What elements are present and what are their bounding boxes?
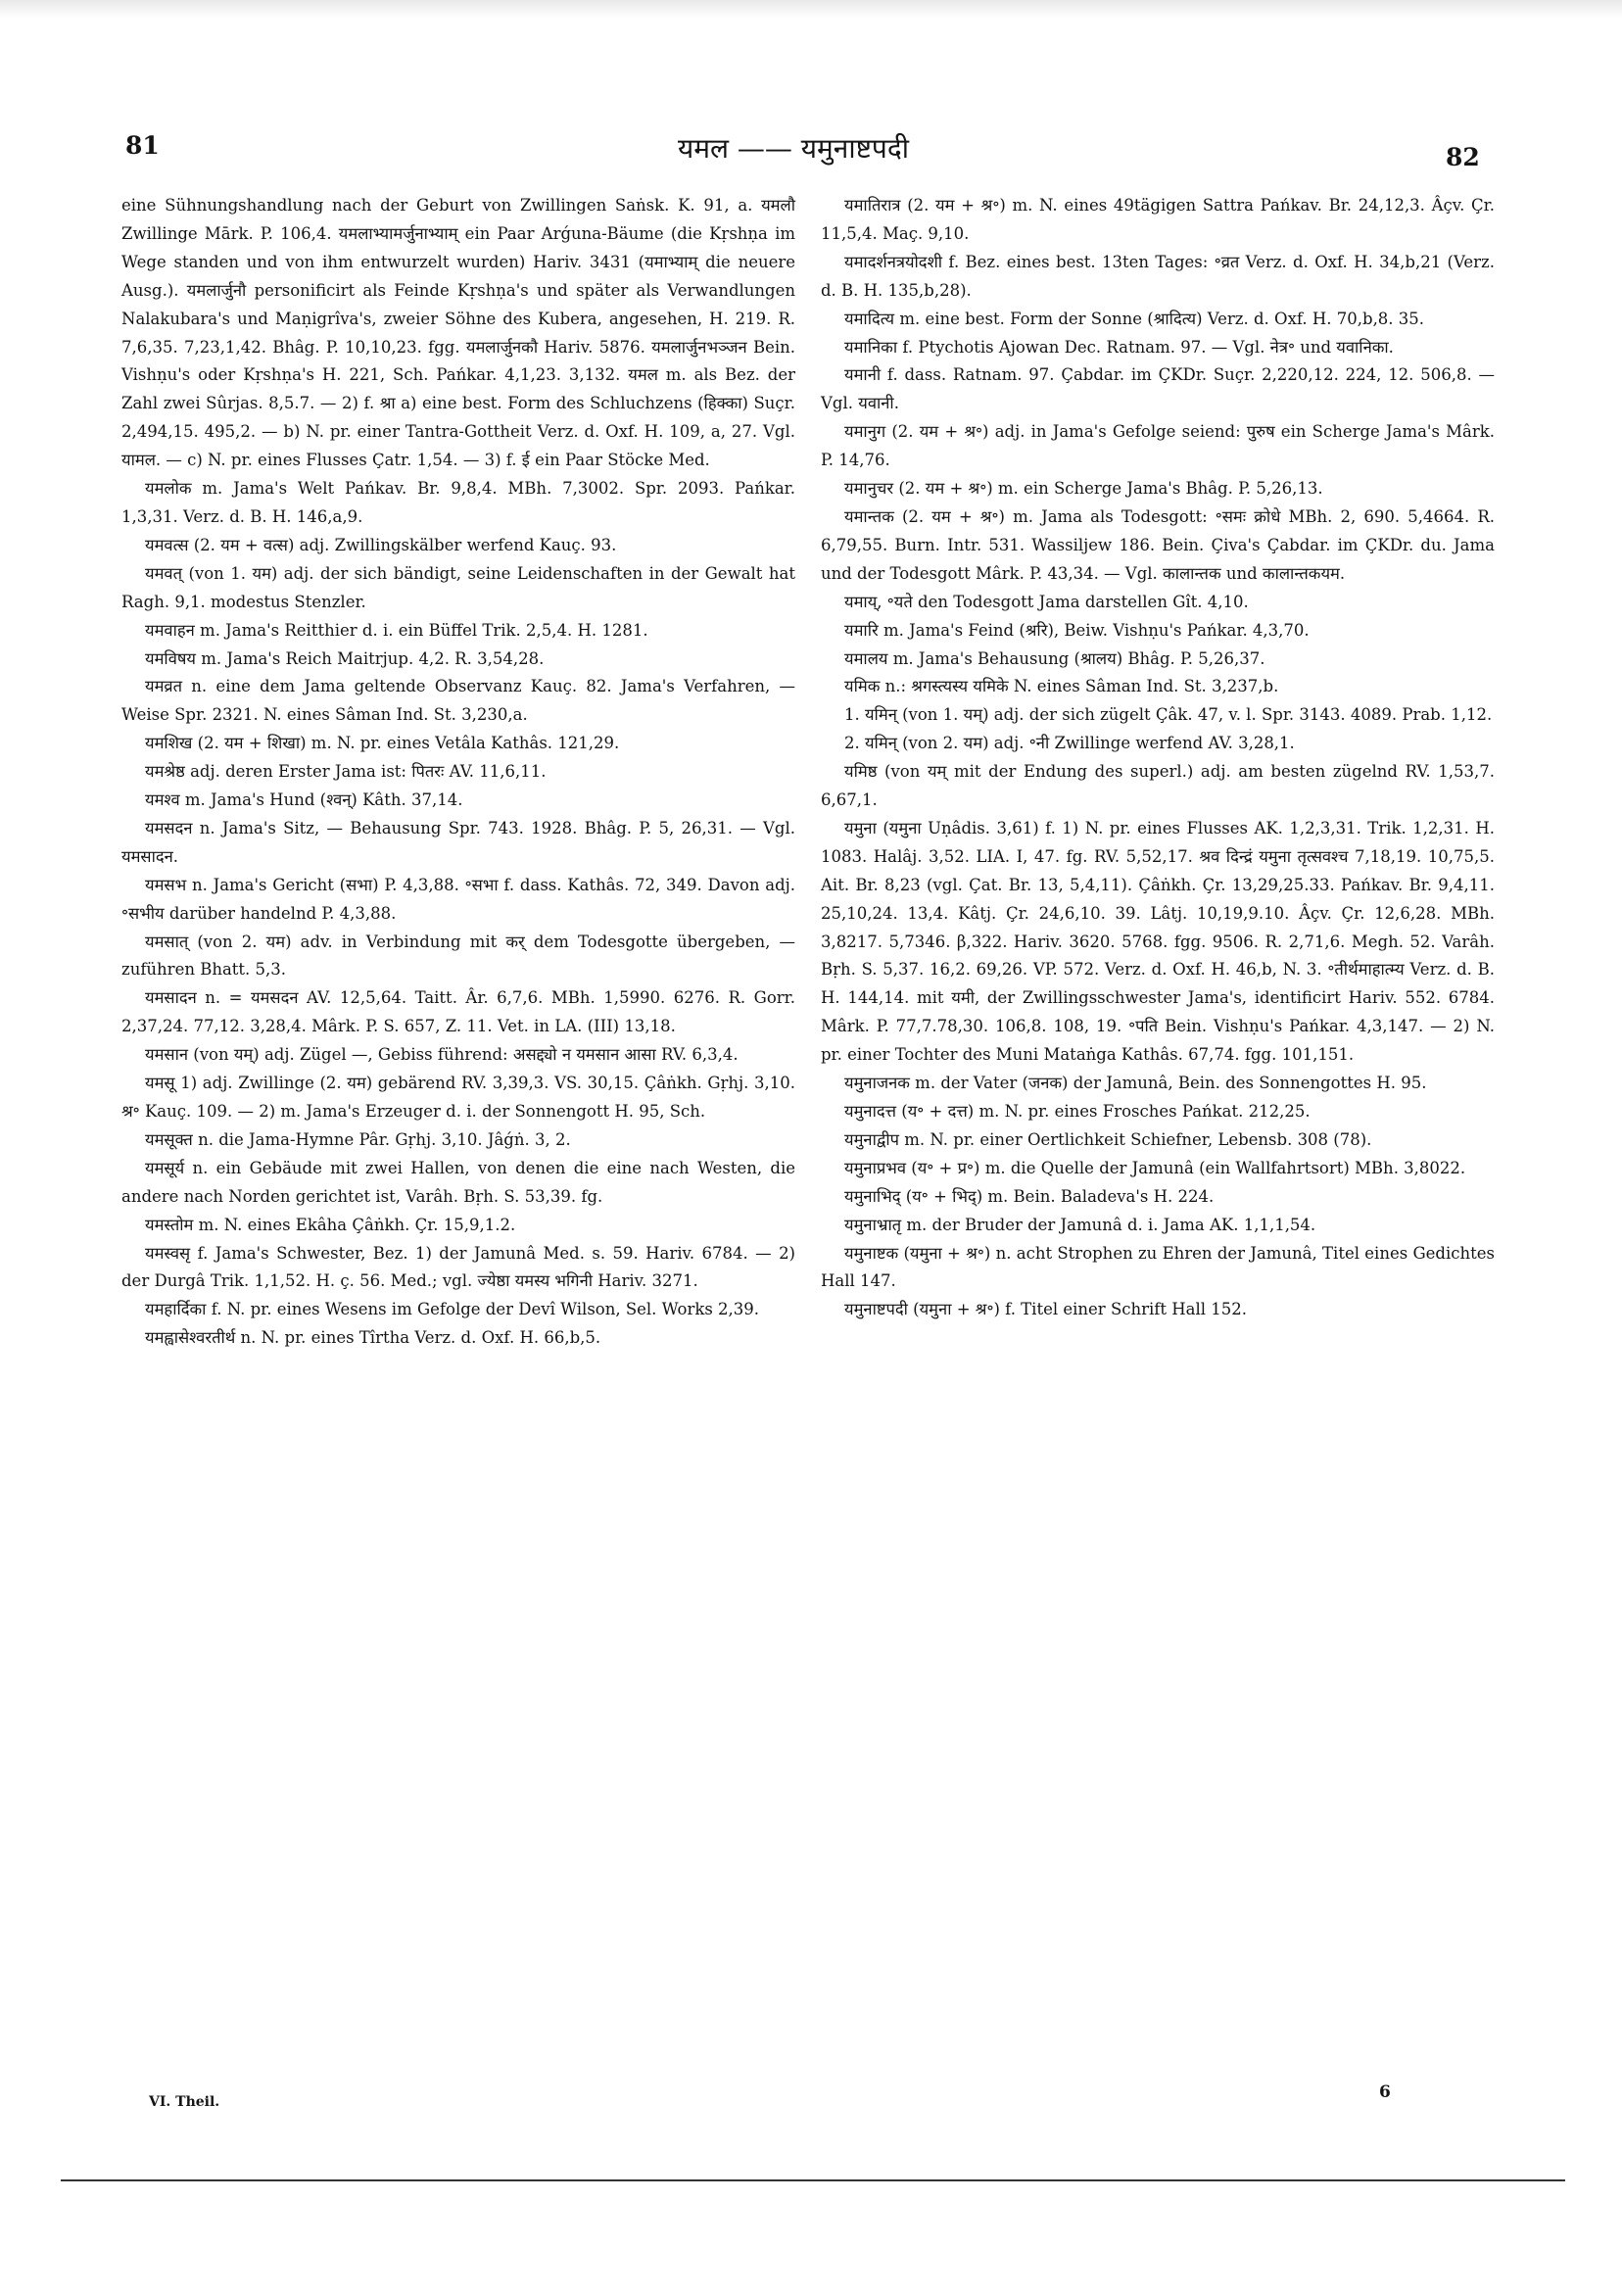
right-column (821, 192, 1495, 1324)
entry: यमसदन n. Jama's Sitz, — Behausung Spr. 743. 1928. Bhâg. P. 5, 26,31. — Vgl. यमसादन. (121, 818, 795, 866)
entry: यमवत्स (2. यम + वत्स) adj. Zwillingskälber werfend Kauç. 93. (145, 535, 617, 554)
entry: यमसादन n. = यमसदन AV. 12,5,64. Taitt. Âr. 6,7,6. MBh. 1,5990. 6276. R. Gorr. 2,37,24. 77,12. 3,28,4. Mârk. P. S. 657, Z. 11. Vet. in LA. (III) 13,18. (121, 988, 795, 1036)
entry: यमानुग (2. यम + श्र॰) adj. in Jama's Gefolge seiend: पुरुष ein Scherge Jama's Mârk. P. 14,76. (821, 422, 1495, 470)
entry: यमुनाष्टक (यमुना + श्र॰) n. acht Strophen zu Ehren der Jamunâ, Titel eines Gedichtes Hall 147. (821, 1243, 1495, 1291)
entry: यमस्तोम m. N. eines Ekâha Çâṅkh. Çr. 15,9,1.2. (145, 1215, 516, 1234)
entry: यमसूर्य n. ein Gebäude mit zwei Hallen, von denen die eine nach Westen, die andere nach Norden gerichtet ist, Varâh. Bṛh. S. 53,39. fg. (121, 1158, 795, 1206)
entry: यमानुचर (2. यम + श्र॰) m. ein Scherge Jama's Bhâg. P. 5,26,13. (844, 479, 1323, 499)
bottom-rule (61, 2179, 1565, 2181)
entry: यमुनाभ्रातृ m. der Bruder der Jamunâ d. i. Jama AK. 1,1,1,54. (844, 1215, 1316, 1234)
entry: यमारि m. Jama's Feind (श्ररि), Beiw. Vishṇu's Pańkar. 4,3,70. (844, 620, 1310, 640)
entry: यमानी f. dass. Ratnam. 97. Çabdar. im ÇKDr. Suçr. 2,220,12. 224, 12. 506,8. — Vgl. यवानी. (821, 365, 1495, 413)
entry: यमातिरात्र (2. यम + श्र॰) m. N. eines 49tägigen Sattra Pańkav. Br. 24,12,3. Âçv. Çr. 11,5,4. Maç. 9,10. (821, 196, 1495, 243)
entry: यमसूक्त n. die Jama-Hymne Pâr. Gṛhj. 3,10. Jâǵṅ. 3, 2. (145, 1129, 571, 1149)
entry: यमलोक m. Jama's Welt Pańkav. Br. 9,8,4. MBh. 7,3002. Spr. 2093. Pańkar. 1,3,31. Verz. d. B. H. 146,a,9. (121, 479, 795, 526)
entry: यमसात् (von 2. यम) adv. in Verbindung mit कर् dem Todesgotte übergeben, — zuführen Bhatt. 5,3. (121, 932, 795, 980)
entry: यमानिका f. Ptychotis Ajowan Dec. Ratnam. 97. — Vgl. नेत्र॰ und यवानिका. (844, 337, 1394, 357)
entry: यमादित्य m. eine best. Form der Sonne (श्रादित्य) Verz. d. Oxf. H. 70,b,8. 35. (844, 309, 1425, 328)
page-header (0, 125, 1622, 174)
entry: यमिक n.: श्रगस्त्यस्य यमिके N. eines Sâman Ind. St. 3,237,b. (844, 677, 1279, 696)
page-top-edge (0, 0, 1622, 18)
entry: यमुना (यमुना Uṇâdis. 3,61) f. 1) N. pr. eines Flusses AK. 1,2,3,31. Trik. 1,2,31. H. 1083. Halâj. 3,52. LIA. I, 47. fg. RV. 5,52,17. श्रव दिन्द्रं यमुना तृत्सवश्च 7,18,19. 10,75,5. Ait. Br. 8,23 (vgl. Çat. Br. 13, 5,4,11). Çâṅkh. Çr. 13,29,25.33. Pańkav. Br. 9,4,11. 25,10,24. 13,4. Kâtj. Çr. 24,6,10. 39. Lâtj. 10,19,9.10. Âçv. Çr. 12,6,28. MBh. 3,8217. 5,7346. β,322. Hariv. 3620. 5768. fgg. 9506. R. 2,71,6. Megh. 52. Varâh. Bṛh. S. 5,37. 16,2. 69,26. VP. 572. Verz. d. Oxf. H. 46,b, N. 3. ॰तीर्थमाहात्म्य Verz. d. B. H. 144,14. mit यमी, der Zwillingsschwester Jama's, identificirt Hariv. 552. 6784. Mârk. P. 77,7.78,30. 106,8. 108, 19. ॰पति Bein. Vishṇu's Pańkar. 4,3,147. — 2) N. pr. einer Tochter des Muni Mataṅga Kathâs. 67,74. fgg. 101,151. (821, 818, 1495, 1065)
entry: यमसभ n. Jama's Gericht (सभा) P. 4,3,88. ॰सभा f. dass. Kathâs. 72, 349. Davon adj. ॰सभीय darüber handelnd P. 4,3,88. (121, 875, 795, 923)
entry: 2. यमिन् (von 2. यम) adj. ॰नी Zwillinge werfend AV. 3,28,1. (844, 734, 1295, 753)
entry: यमालय m. Jama's Behausung (श्रालय) Bhâg. P. 5,26,37. (844, 648, 1265, 668)
volume-note: VI. Theil. (149, 2094, 220, 2110)
page-number-left: 81 (125, 131, 160, 160)
entry: यमश्व m. Jama's Hund (श्वन्) Kâth. 37,14. (145, 790, 463, 810)
entry: यमसू 1) adj. Zwillinge (2. यम) gebärend RV. 3,39,3. VS. 30,15. Çâṅkh. Gṛhj. 3,10. श्र॰ Kauç. 109. — 2) m. Jama's Erzeuger d. i. der Sonnengott H. 95, Sch. (121, 1074, 795, 1121)
entry: यमुनाप्रभव (य॰ + प्र॰) m. die Quelle der Jamunâ (ein Wallfahrtsort) MBh. 3,8022. (844, 1158, 1466, 1177)
entry: यमशिख (2. यम + शिखा) m. N. pr. eines Vetâla Kathâs. 121,29. (145, 734, 620, 753)
entry: यमान्तक (2. यम + श्र॰) m. Jama als Todesgott: ॰समः क्रोधे MBh. 2, 690. 5,4664. R. 6,79,55. Burn. Intr. 531. Wassiljew 186. Bein. Çiva's Çabdar. im ÇKDr. du. Jama und der Todesgott Mârk. P. 43,34. — Vgl. कालान्तक und कालान्तकयम. (821, 506, 1495, 583)
sheet-number: 6 (1379, 2082, 1391, 2102)
entry: यमसान (von यम्) adj. Zügel —, Gebiss führend: असद्द्यो न यमसान आसा RV. 6,3,4. (145, 1045, 739, 1065)
entry: 1. यमिन् (von 1. यम्) adj. der sich zügelt Çâk. 47, v. l. Spr. 3143. 4089. Prab. 1,12. (844, 705, 1493, 725)
left-column (121, 192, 795, 1353)
entry: यमुनाद्वीप m. N. pr. einer Oertlichkeit Schiefner, Lebensb. 308 (78). (844, 1129, 1372, 1149)
entry: यमिष्ठ (von यम् mit der Endung des superl.) adj. am besten zügelnd RV. 1,53,7. 6,67,1. (821, 762, 1495, 810)
entry: यमाय्, ॰यते den Todesgott Jama darstellen Gît. 4,10. (844, 592, 1249, 611)
entry: यमुनाजनक m. der Vater (जनक) der Jamunâ, Bein. des Sonnengottes H. 95. (844, 1074, 1427, 1093)
entry: यमवाहन m. Jama's Reitthier d. i. ein Büffel Trik. 2,5,4. H. 1281. (145, 620, 648, 640)
entry: यमुनाष्टपदी (यमुना + श्र॰) f. Titel einer Schrift Hall 152. (844, 1300, 1248, 1319)
running-head: यमल —— यमुनाष्टपदी (678, 132, 909, 165)
entry: यमहार्दिका f. N. pr. eines Wesens im Gefolge der Devî Wilson, Sel. Works 2,39. (145, 1300, 760, 1319)
entry: यमुनादत्त (य॰ + दत्त) m. N. pr. eines Frosches Pańkat. 212,25. (844, 1102, 1311, 1121)
entry: यमह्वासेश्वरतीर्थ n. N. pr. eines Tîrtha Verz. d. Oxf. H. 66,b,5. (145, 1328, 601, 1348)
page-number-right: 82 (1446, 143, 1480, 171)
entry: यमश्रेष्ठ adj. deren Erster Jama ist: पितरः AV. 11,6,11. (145, 762, 547, 782)
entry: यमुनाभिद् (य॰ + भिद्) m. Bein. Baladeva's H. 224. (844, 1186, 1215, 1206)
entry: यमादर्शनत्रयोदशी f. Bez. eines best. 13ten Tages: ॰व्रत Verz. d. Oxf. H. 34,b,21 (Verz. d. B. H. 135,b,28). (821, 252, 1495, 300)
entry: यमव्रत n. eine dem Jama geltende Observanz Kauç. 82. Jama's Verfahren, — Weise Spr. 2321. N. eines Sâman Ind. St. 3,230,a. (121, 677, 795, 725)
entry: eine Sühnungshandlung nach der Geburt von Zwillingen Saṅsk. K. 91, a. यमलौ Zwillinge Mārk. P. 106,4. यमलाभ्यामर्जुनाभ्याम् ein Paar Arǵuna-Bäume (die Kṛshṇa im Wege standen und von ihm entwurzelt wurden) Hariv. 3431 (यमाभ्याम् die neuere Ausg.). यमलार्जुनौ personificirt als Feinde Kṛshṇa's und später als Verwandlungen Nalakubara's und Maṇigrîva's, zweier Söhne des Kubera, angesehen, H. 219. R. 7,6,35. 7,23,1,42. Bhâg. P. 10,10,23. fgg. यमलार्जुनकौ Hariv. 5876. यमलार्जुनभञ्जन Bein. Vishṇu's oder Kṛshṇa's H. 221, Sch. Pańkar. 4,1,23. 3,132. यमल m. als Bez. der Zahl zwei Sûrjas. 8,5.7. — 2) f. श्रा a) eine best. Form des Schluchzens (हिक्का) Suçr. 2,494,15. 495,2. — b) N. pr. einer Tantra-Gottheit Verz. d. Oxf. H. 109, a, 27. Vgl. यामल. — c) N. pr. eines Flusses Çatr. 1,54. — 3) f. ई ein Paar Stöcke Med. (121, 196, 795, 470)
entry: यमविषय m. Jama's Reich Maitrjup. 4,2. R. 3,54,28. (145, 648, 545, 668)
entry: यमस्वसृ f. Jama's Schwester, Bez. 1) der Jamunâ Med. s. 59. Hariv. 6784. — 2) der Durgâ Trik. 1,1,52. H. ç. 56. Med.; vgl. ज्येष्ठा यमस्य भगिनी Hariv. 3271. (121, 1243, 795, 1291)
entry: यमवत् (von 1. यम) adj. der sich bändigt, seine Leidenschaften in der Gewalt hat Ragh. 9,1. modestus Stenzler. (121, 563, 795, 611)
